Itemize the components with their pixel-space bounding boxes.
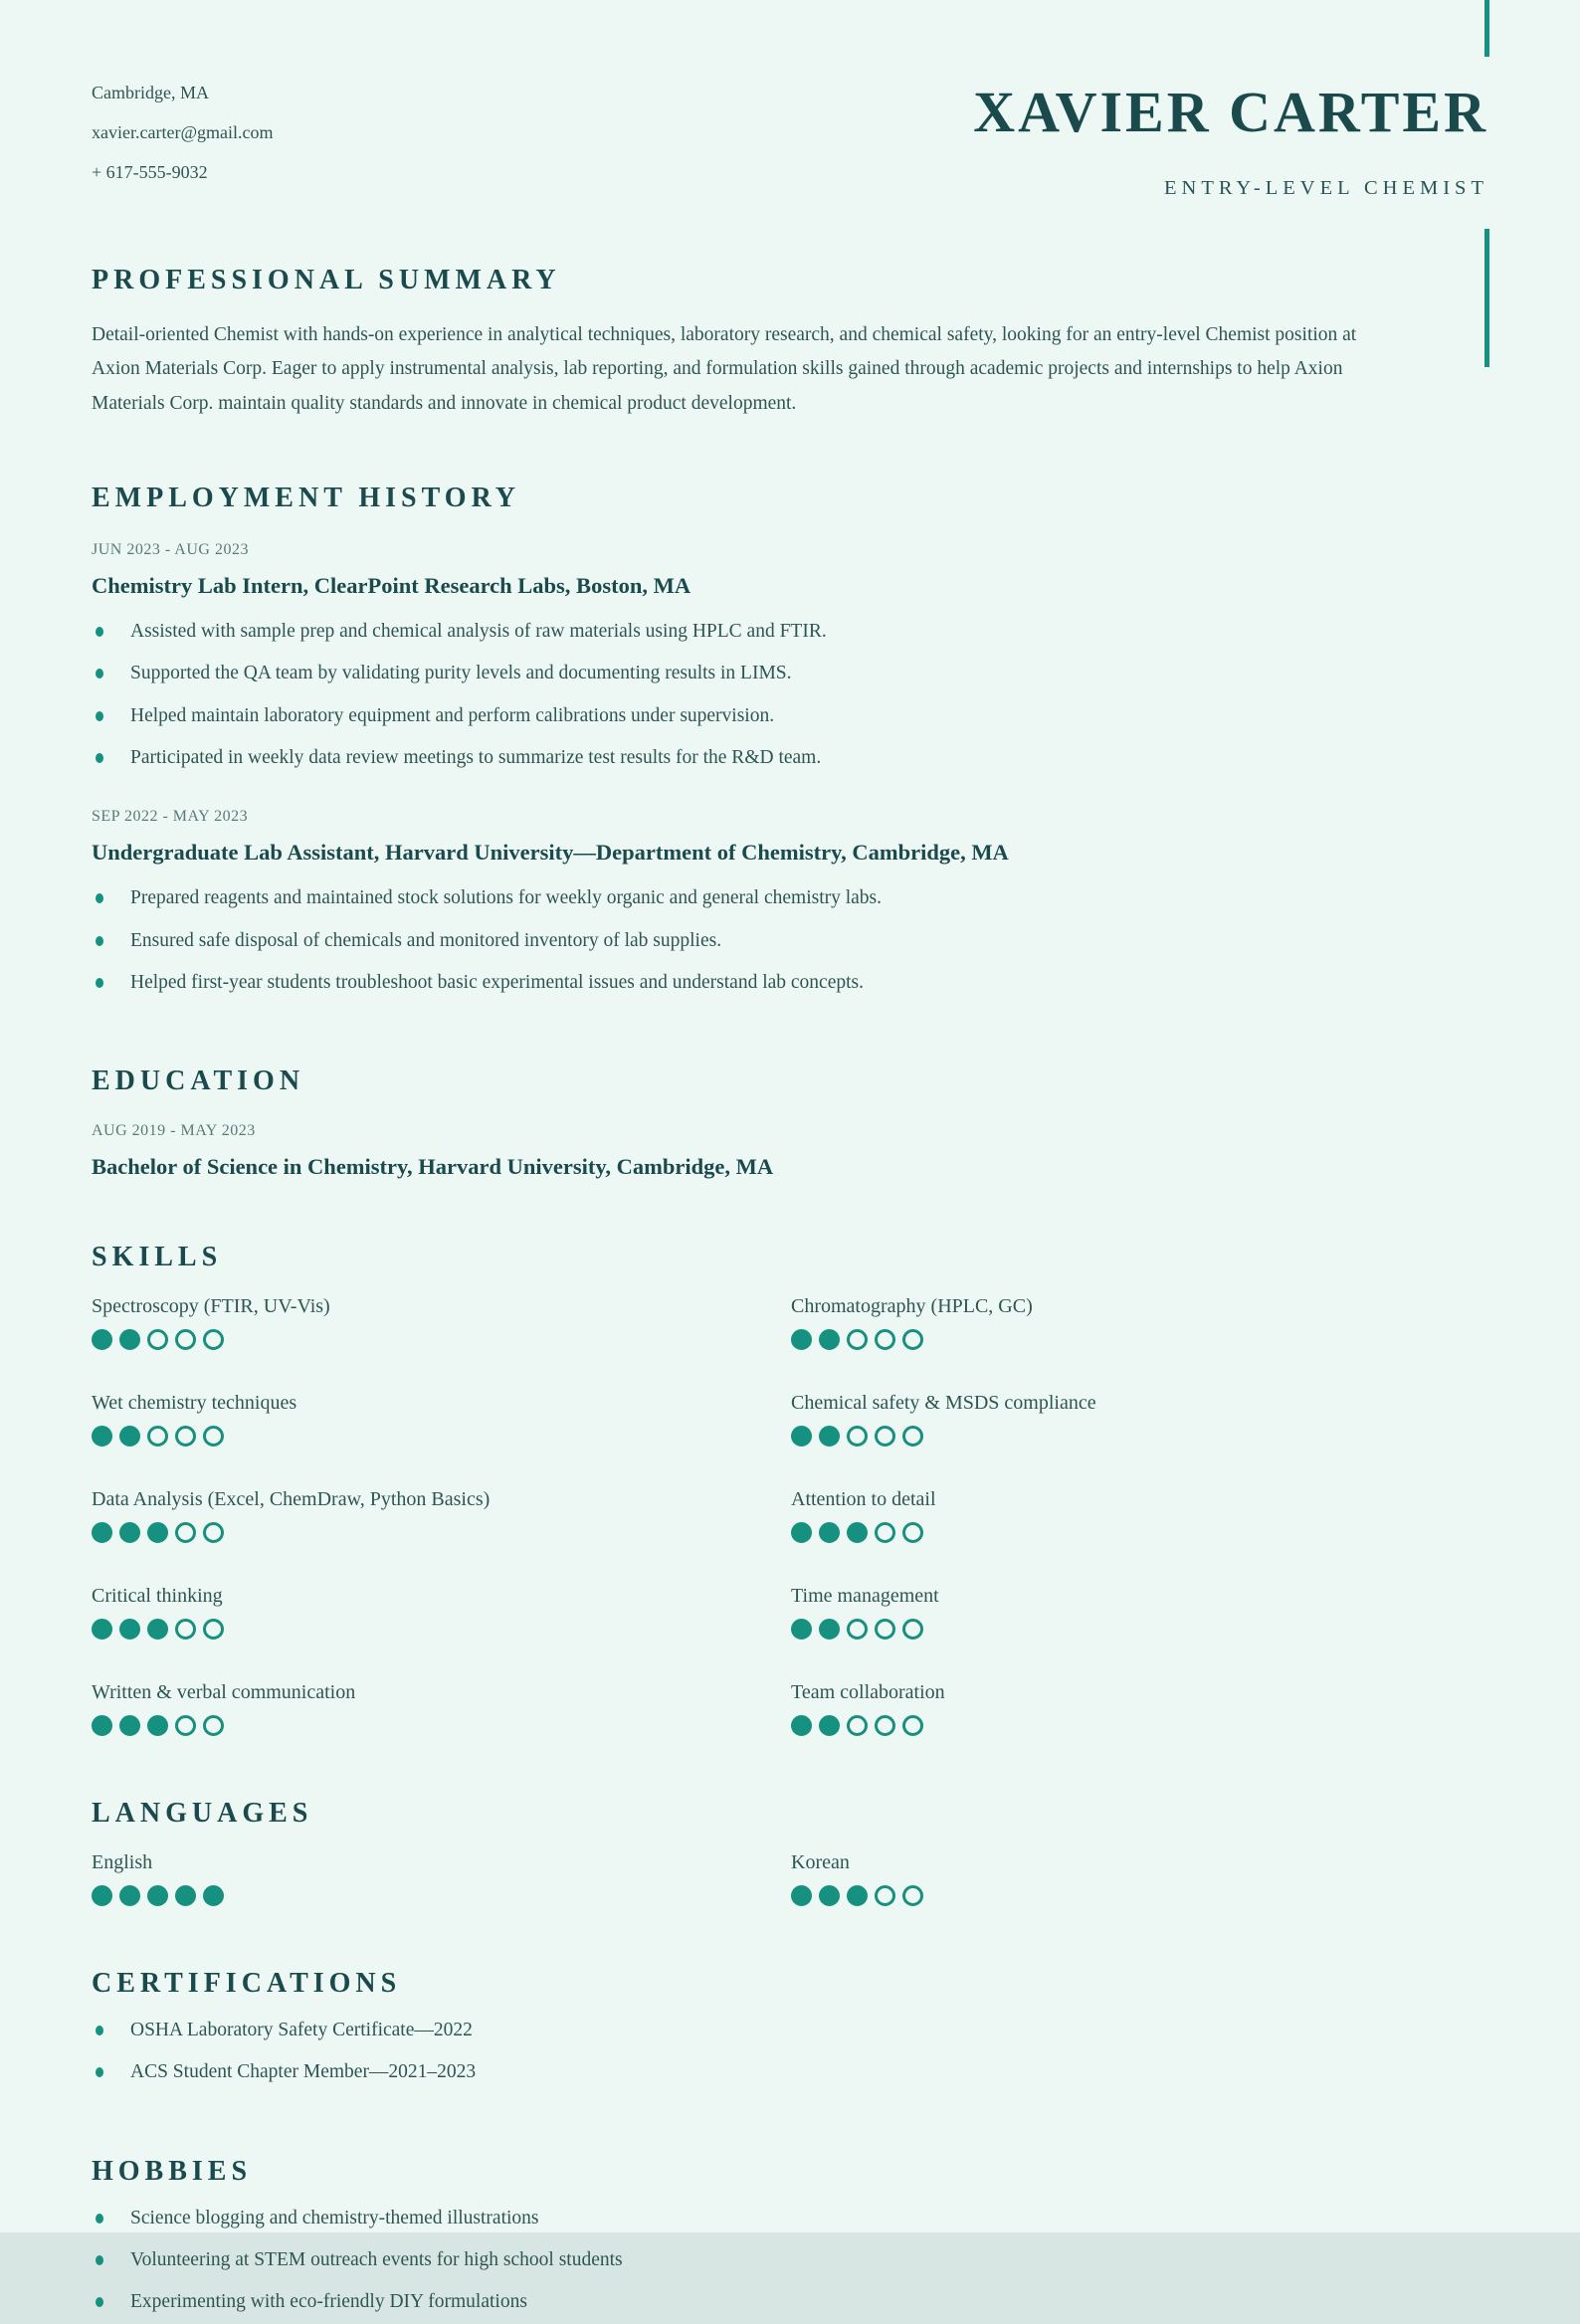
section-languages [92,1800,1488,1906]
level-dot-empty [203,1426,224,1447]
rated-item [92,1849,791,1906]
bullet-icon [96,2255,103,2265]
level-dot-filled [175,1885,196,1906]
job-bullet-list [92,877,1488,1004]
level-dot-filled [92,1885,112,1906]
list-item-text: Supported the QA team by validating purity levels and documenting results in LIMS. [130,663,792,684]
level-dot-filled [819,1329,840,1350]
jobs-container [92,542,1488,1004]
level-dot-empty [147,1329,168,1350]
level-dots [791,1522,1488,1543]
level-dot-filled [119,1619,140,1640]
level-dot-empty [175,1715,196,1736]
level-dot-empty [875,1426,895,1447]
list-item-text: Helped maintain laboratory equipment and perform calibrations under supervision. [130,704,775,726]
rated-item-label: Korean [791,1851,850,1874]
bullet-icon [96,669,103,678]
job-bullet-list [92,611,1488,779]
rated-item-label: Chromatography (HPLC, GC) [791,1295,1033,1318]
rated-item [791,1849,1488,1906]
bullet-icon [96,753,103,763]
level-dot-filled [92,1715,112,1736]
list-item [92,920,1488,962]
rated-item-label: Chemical safety & MSDS compliance [791,1392,1096,1415]
list-item [92,611,1488,653]
level-dot-empty [175,1619,196,1640]
rated-item-label: Team collaboration [791,1681,945,1704]
level-dot-empty [175,1329,196,1350]
list-item-text: Helped first-year students troubleshoot basic experimental issues and understand lab concepts. [130,971,865,993]
contact-phone: + 617-555-9032 [92,162,208,182]
hobbies-heading: HOBBIES [92,2155,253,2187]
level-dot-filled [847,1522,868,1543]
rated-item [791,1390,1488,1447]
level-dot-empty [902,1715,923,1736]
list-item [92,2281,1488,2323]
job-title: Chemistry Lab Intern, ClearPoint Research Labs, Boston, MA [92,572,691,598]
bullet-icon [96,2214,103,2224]
level-dot-filled [791,1329,812,1350]
level-dot-empty [203,1619,224,1640]
rated-item [92,1486,791,1543]
list-item-text: Ensured safe disposal of chemicals and monitored inventory of lab supplies. [130,929,722,951]
level-dots [791,1426,1488,1447]
level-dot-empty [847,1426,868,1447]
rated-item [791,1583,1488,1640]
list-item-text: Experimenting with eco-friendly DIY formulations [130,2291,527,2313]
rated-item-label: Time management [791,1585,939,1608]
section-employment-history [92,484,1488,1004]
level-dots [791,1715,1488,1736]
bullet-icon [96,2297,103,2307]
level-dot-empty [902,1885,923,1906]
name-block [973,80,1488,200]
level-dot-filled [119,1522,140,1543]
level-dots [791,1619,1488,1640]
section-skills [92,1244,1488,1736]
section-certifications [92,1970,1488,2094]
level-dot-filled [791,1522,812,1543]
list-item [92,653,1488,694]
level-dot-filled [791,1715,812,1736]
bullet-icon [96,711,103,721]
level-dot-empty [203,1329,224,1350]
job-entry [92,809,1488,1004]
rated-item-label: Critical thinking [92,1585,223,1608]
contact-location: Cambridge, MA [92,83,209,102]
contact-email: xavier.carter@gmail.com [92,122,274,142]
rated-item-label: Spectroscopy (FTIR, UV-Vis) [92,1295,330,1318]
level-dot-filled [147,1715,168,1736]
rated-item [791,1486,1488,1543]
level-dot-empty [847,1329,868,1350]
rated-item-label: Attention to detail [791,1488,936,1511]
level-dots [92,1329,791,1350]
hobbies-list [92,2198,1488,2324]
job-dates: SEP 2022 - MAY 2023 [92,808,249,826]
level-dots [92,1885,791,1906]
rated-item-label: Written & verbal communication [92,1681,356,1704]
level-dot-filled [92,1619,112,1640]
level-dot-filled [92,1329,112,1350]
level-dots [92,1715,791,1736]
level-dots [791,1885,1488,1906]
bullet-icon [96,2067,103,2077]
level-dot-empty [875,1522,895,1543]
level-dot-filled [791,1885,812,1906]
job-entry [92,542,1488,779]
level-dot-filled [791,1426,812,1447]
education-dates: AUG 2019 - MAY 2023 [92,1122,256,1140]
certifications-list [92,2010,1488,2094]
level-dot-empty [902,1619,923,1640]
level-dot-filled [119,1715,140,1736]
level-dot-empty [875,1329,895,1350]
list-item-text: OSHA Laboratory Safety Certificate—2022 [130,2020,473,2041]
list-item [92,2239,1488,2281]
education-heading: EDUCATION [92,1065,305,1097]
list-item-text: Participated in weekly data review meetings to summarize test results for the R&D team. [130,746,822,768]
level-dot-empty [902,1522,923,1543]
level-dot-empty [875,1715,895,1736]
rated-item [92,1390,791,1447]
level-dot-filled [819,1715,840,1736]
contact-block [92,84,274,203]
level-dot-filled [147,1522,168,1543]
level-dot-empty [902,1329,923,1350]
accent-line-summary [1484,229,1489,367]
candidate-name: XAVIER CARTER [973,80,1488,144]
header [92,80,1488,203]
level-dot-filled [119,1329,140,1350]
bullet-icon [96,893,103,903]
level-dot-filled [203,1885,224,1906]
list-item [92,962,1488,1004]
level-dot-filled [119,1426,140,1447]
list-item [92,2051,1488,2093]
certifications-heading: CERTIFICATIONS [92,1968,402,2000]
list-item-text: Volunteering at STEM outreach events for high school students [130,2249,623,2271]
accent-line-top [1484,0,1489,57]
rated-item-label: Wet chemistry techniques [92,1392,297,1415]
summary-heading: PROFESSIONAL SUMMARY [92,265,561,295]
candidate-title: ENTRY-LEVEL CHEMIST [1164,177,1488,199]
level-dot-empty [147,1426,168,1447]
level-dot-empty [875,1619,895,1640]
rated-item-label: Data Analysis (Excel, ChemDraw, Python Basics) [92,1488,491,1511]
section-hobbies [92,2155,1488,2324]
education-entry [92,1123,1488,1180]
level-dot-filled [119,1885,140,1906]
level-dots [92,1426,791,1447]
list-item-text: ACS Student Chapter Member—2021–2023 [130,2061,477,2083]
level-dot-filled [92,1522,112,1543]
employment-heading: EMPLOYMENT HISTORY [92,482,521,513]
rated-item [92,1679,791,1736]
education-degree: Bachelor of Science in Chemistry, Harvard University, Cambridge, MA [92,1154,774,1180]
job-dates: JUN 2023 - AUG 2023 [92,540,249,558]
level-dot-filled [791,1619,812,1640]
rated-item [791,1679,1488,1736]
level-dot-filled [92,1426,112,1447]
list-item [92,2010,1488,2051]
level-dot-filled [819,1426,840,1447]
bullet-icon [96,936,103,946]
list-item-text: Science blogging and chemistry-themed illustrations [130,2207,539,2228]
level-dot-empty [203,1522,224,1543]
level-dot-empty [847,1619,868,1640]
bullet-icon [96,627,103,637]
level-dot-empty [175,1522,196,1543]
rated-item [92,1293,791,1350]
list-item [92,877,1488,919]
level-dot-filled [819,1619,840,1640]
section-professional-summary [92,267,1488,421]
list-item [92,737,1488,779]
section-education [92,1067,1488,1180]
bullet-icon [96,2026,103,2035]
languages-grid [92,1849,1488,1906]
list-item [92,2198,1488,2239]
skills-heading: SKILLS [92,1242,223,1273]
level-dots [92,1619,791,1640]
rated-item [92,1583,791,1640]
skills-grid [92,1293,1488,1736]
level-dot-empty [203,1715,224,1736]
list-item-text: Assisted with sample prep and chemical analysis of raw materials using HPLC and FTIR. [130,620,827,642]
summary-text: Detail-oriented Chemist with hands-on experience in analytical techniques, laboratory research, and chemical safety, looking for an entry-level Chemist position at Axion Materials Corp. Eager to apply instrumental analysis, lab reporting, and formulation skills gained through academic projects and internships to help Axion Materials Corp. maintain quality standards and innovate in chemical product development. [92,324,1357,414]
level-dot-empty [902,1426,923,1447]
level-dot-empty [847,1715,868,1736]
job-title: Undergraduate Lab Assistant, Harvard University—Department of Chemistry, Cambridge, MA [92,840,1009,866]
level-dot-empty [875,1885,895,1906]
bullet-icon [96,978,103,988]
list-item [92,695,1488,737]
level-dot-filled [147,1885,168,1906]
rated-item [791,1293,1488,1350]
level-dots [791,1329,1488,1350]
level-dot-filled [147,1619,168,1640]
languages-heading: LANGUAGES [92,1798,313,1830]
level-dot-filled [819,1885,840,1906]
level-dots [92,1522,791,1543]
list-item-text: Prepared reagents and maintained stock solutions for weekly organic and general chemistry labs. [130,887,883,909]
level-dot-filled [847,1885,868,1906]
level-dot-filled [819,1522,840,1543]
level-dot-empty [175,1426,196,1447]
rated-item-label: English [92,1851,153,1874]
